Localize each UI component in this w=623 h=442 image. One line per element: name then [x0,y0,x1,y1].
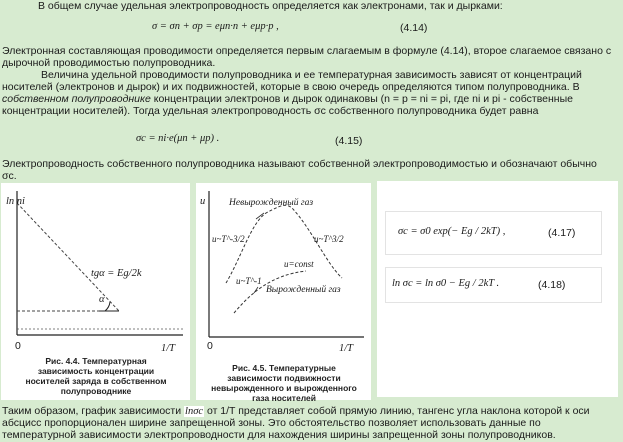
figure-4-5-caption [200,363,368,403]
paragraph-line: Величина удельной проводимости полупроводника и ее температурная зависимость зависят от концентраций [41,69,582,81]
inline-formula: lnσc [185,406,204,417]
paragraph-text: Таким образом, график зависимости [2,405,182,417]
caption-line: Рис. 4.5. Температурные [232,363,336,373]
paragraph-line [2,93,573,105]
angle-label: α [99,294,105,305]
caption-line: полупроводнике [60,386,132,396]
italic-term: собственном полупроводнике [2,93,151,105]
paragraph-text: от 1/T представляет собой прямую линию, тангенс угла наклона которой к оси [206,405,590,417]
equation-4-18: ln σc = ln σ0 − Eg / 2kT . [392,278,500,289]
paragraph-line: носителей (электронов и дырок) и их подвижностей, которые в свою очередь определяются типом полупроводника. В [2,81,580,93]
origin-label: 0 [15,340,21,352]
label-degenerate-gas: Вырожденный газ [266,285,341,295]
paragraph-line: Электронная составляющая проводимости определяется первым слагаемым в формуле (4.14), второе слагаемое связано с [2,45,612,57]
paragraph-line: σс. [2,170,17,182]
caption-line: невырожденного и вырожденного [211,383,357,393]
figure-4-4-caption [16,356,176,396]
equation-4-17-box [385,211,602,255]
paragraph-line: температурной зависимости электропроводности для нахождения ширины запрещенной зоны полупроводников. [2,429,556,441]
equation-4-15: σc = ni·e(μn + μp) . [136,133,220,144]
y-axis-label: u [200,196,206,207]
label-const: u=const [284,259,314,269]
equation-number-4-18: (4.18) [538,279,566,291]
origin-label: 0 [207,340,213,352]
intro-line: В общем случае удельная электропроводность определяется как электронами, так и дырками: [38,0,503,12]
label-t-3-2: u~T^3/2 [314,234,344,244]
equation-number-4-14: (4.14) [400,22,428,34]
equation-number-4-15: (4.15) [335,135,363,147]
paragraph-line: абсцисс пропорционален ширине запрещенной зоны. Это обстоятельство позволяет использовать данные по [2,417,541,429]
caption-line: Рис. 4.4. Температурная [45,356,147,366]
y-axis-label: ln ni [6,196,25,207]
paragraph-line: концентрации носителей). Тогда удельная электропроводность σс собственного полупроводника будет равна [2,105,539,117]
caption-line: газа носителей [252,393,316,403]
label-t-minus-1: u~T^-1 [236,276,262,286]
x-axis-label: 1/T [161,343,176,354]
paragraph-line: Электропроводность собственного полупроводника называют собственной электропроводимостью и обозначают обычно [2,158,597,170]
equation-4-18-box [385,267,602,303]
tangent-label: tgα = Eg/2k [91,268,142,279]
caption-line: зависимости подвижности [227,373,341,383]
caption-line: носителей заряда в собственном [25,376,167,386]
label-nondegenerate-gas: Невырожденный газ [229,198,314,208]
equation-number-4-17: (4.17) [548,227,576,239]
equations-panel [377,181,618,397]
paragraph-line: дырочной проводимостью полупроводника. [2,57,216,69]
equation-4-17: σc = σ0 exp(− Eg / 2kT) , [398,226,506,237]
caption-line: зависимость концентрации [37,366,155,376]
paragraph-text: концентрации электронов и дырок одинаковы (n = p = ni = pi, где ni и pi - собственные [150,93,573,105]
equation-4-14: σ = σn + σp = eμn·n + eμp·p , [152,21,279,32]
x-axis-label: 1/T [339,343,354,354]
label-t-minus-3-2: u~T^-3/2 [212,234,245,244]
figure-4-4-graph [1,183,190,343]
